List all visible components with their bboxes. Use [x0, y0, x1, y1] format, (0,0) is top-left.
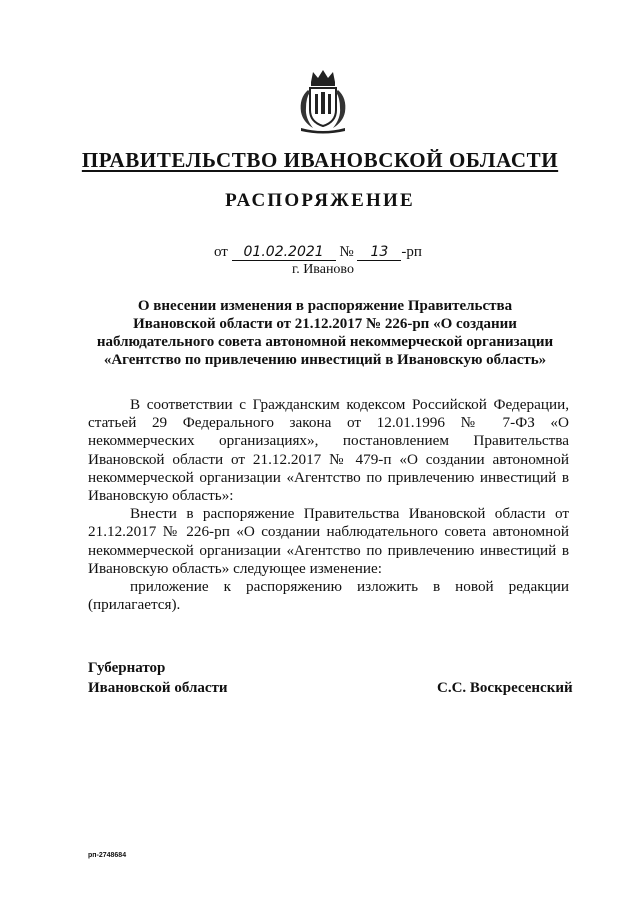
signer-name: С.С. Воскресенский [437, 680, 573, 696]
signer-title [88, 658, 228, 698]
signer-title-line: Ивановской области [88, 680, 228, 696]
number-sign: № [339, 244, 354, 260]
city: г. Иваново [292, 262, 354, 277]
document-type: РАСПОРЯЖЕНИЕ [225, 190, 415, 211]
coat-of-arms-icon [293, 68, 353, 134]
body-paragraph: В соответствии с Гражданским кодексом Российской Федерации, статьей 29 Федерального закона от 12.01.1996 № 7-ФЗ «О некоммерческих организациях», постановлением Правительства Ивановской области от 21.12.2017 № 479-п «О создании автономной некоммерческой организации «Агентство по привлечению инвестиций в Ивановскую область»: [88, 396, 569, 505]
document-body [88, 396, 569, 614]
document-id: рп-2748684 [88, 852, 127, 859]
signer-title-line: Губернатор [88, 660, 166, 676]
organization-title: ПРАВИТЕЛЬСТВО ИВАНОВСКОЙ ОБЛАСТИ [81, 148, 559, 172]
body-paragraph: приложение к распоряжению изложить в новой редакции [130, 578, 569, 596]
body-paragraph: (прилагается). [88, 596, 181, 614]
date-number-line [214, 244, 422, 261]
handwritten-number: 13 [357, 245, 401, 261]
body-paragraph: Внести в распоряжение Правительства Ивановской области от 21.12.2017 № 226-рп «О создании наблюдательного совета автономной некоммерческой организации «Агентство по привлечению инвестиций в Ивановскую область» следующее изменение: [88, 505, 569, 577]
date-prefix: от [214, 244, 228, 260]
subject-line: наблюдательного совета автономной некоммерческой организации [96, 334, 554, 350]
handwritten-date: 01.02.2021 [232, 245, 336, 261]
subject-line: О внесении изменения в распоряжение Правительства [137, 298, 513, 314]
subject-line: Ивановской области от 21.12.2017 № 226-рп «О создании [133, 316, 517, 332]
document-subject [80, 297, 570, 369]
subject-line: «Агентство по привлечению инвестиций в Ивановскую область» [103, 352, 547, 368]
number-suffix: -рп [401, 244, 422, 260]
